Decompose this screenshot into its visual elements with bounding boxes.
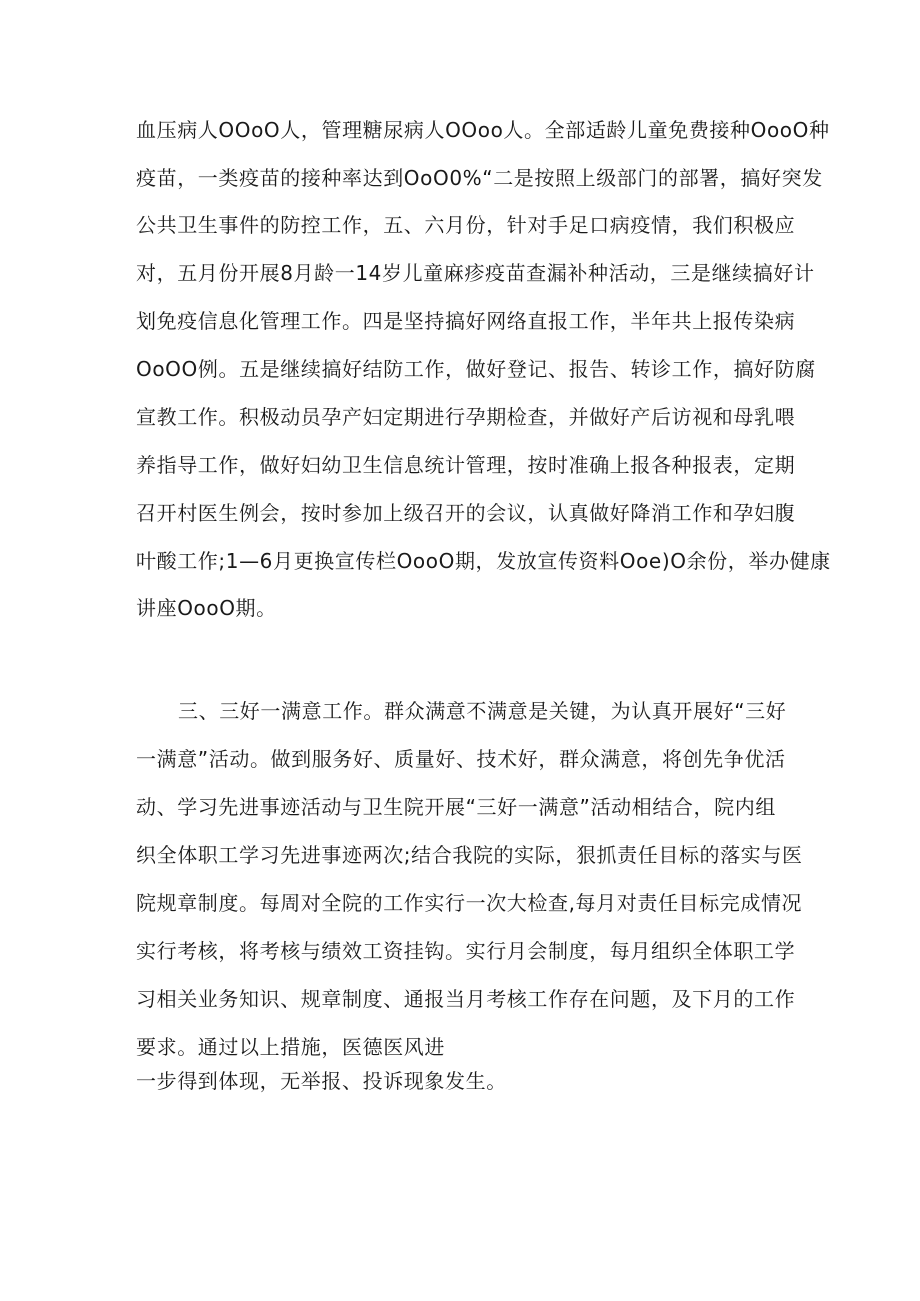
text-line: 叶酸工作;1—6月更换宣传栏OooO期，发放宣传资料Ooe)O余份，举办健康	[136, 549, 831, 573]
text-line: 讲座OooO期。	[136, 596, 277, 620]
text-line: 织全体职工学习先进事迹两次;结合我院的实际，狠抓责任目标的落实与医	[136, 843, 803, 867]
text-line: 对，五月份开展8月龄一14岁儿童麻疹疫苗查漏补种活动，三是继续搞好计	[136, 261, 815, 285]
text-line: 三、三好一满意工作。群众满意不满意是关键，为认真开展好“三好	[178, 699, 787, 723]
text-line: 一步得到体现，无举报、投诉现象发生。	[136, 1069, 507, 1093]
text-line: 实行考核，将考核与绩效工资挂钩。实行月会制度，每月组织全体职工学	[136, 939, 796, 963]
text-line: 一满意”活动。做到服务好、质量好、技术好，群众满意，将创先争优活	[136, 747, 786, 771]
text-line: 动、学习先进事迹活动与卫生院开展“三好一满意”活动相结合，院内组	[136, 795, 776, 819]
text-line: 习相关业务知识、规章制度、通报当月考核工作存在问题，及下月的工作	[136, 987, 796, 1011]
text-line: OoOO例。五是继续搞好结防工作，做好登记、报告、转诊工作，搞好防腐	[136, 357, 816, 381]
text-line: 召开村医生例会，按时参加上级召开的会议，认真做好降消工作和孕妇腹	[136, 501, 796, 525]
text-line: 疫苗，一类疫苗的接种率达到OoO0%“二是按照上级部门的部署，搞好突发	[136, 166, 823, 190]
text-line: 院规章制度。每周对全院的工作实行一次大检查,每月对责任目标完成情况	[136, 891, 803, 915]
text-line: 血压病人OOoO人，管理糖尿病人OOoo人。全部适龄儿童免费接种OooO种	[136, 118, 830, 142]
text-line: 要求。通过以上措施，医德医风进	[136, 1035, 445, 1059]
text-line: 公共卫生事件的防控工作，五、六月份，针对手足口病疫情，我们积极应	[136, 213, 796, 237]
text-line: 养指导工作，做好妇幼卫生信息统计管理，按时准确上报各种报表，定期	[136, 453, 796, 477]
text-line: 划免疫信息化管理工作。四是坚持搞好网络直报工作，半年共上报传染病	[136, 309, 796, 333]
text-line: 宣教工作。积极动员孕产妇定期进行孕期检查，并做好产后访视和母乳喂	[136, 405, 796, 429]
